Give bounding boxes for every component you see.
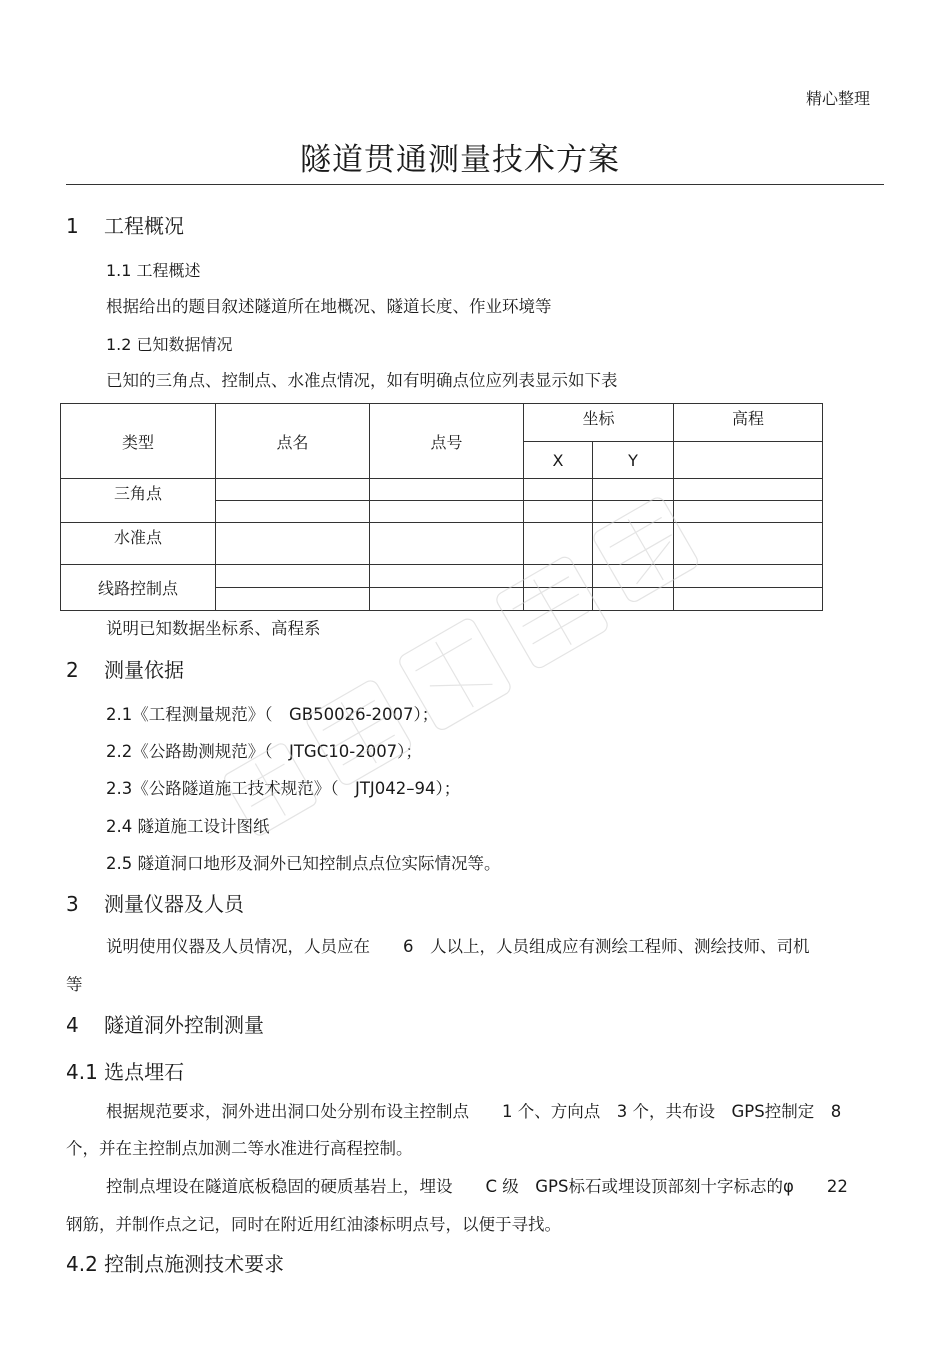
section-3-heading bbox=[66, 888, 244, 917]
section-4-heading bbox=[66, 1009, 264, 1038]
header-coordinate: 坐标 bbox=[524, 404, 674, 442]
subsection-4-2: 4.2 控制点施测技术要求 bbox=[66, 1252, 285, 1276]
table-cell bbox=[593, 501, 674, 523]
table-cell bbox=[370, 523, 524, 565]
table-cell bbox=[216, 501, 370, 523]
table-cell bbox=[370, 501, 524, 523]
header-note: 精心整理 bbox=[806, 89, 871, 108]
subsection-4-1: 4.1 选点埋石 bbox=[66, 1060, 185, 1084]
header-point-name: 点名 bbox=[216, 404, 370, 479]
section-number: 3 bbox=[66, 892, 79, 916]
reference-item: 2.2《公路勘测规范》（ JTGC10-2007）； bbox=[106, 742, 422, 761]
table-cell bbox=[593, 523, 674, 565]
paragraph: 控制点埋设在隧道底板稳固的硬质基岩上，埋设 C 级 GPS标石或埋设顶部刻十字标志的φ 22 bbox=[106, 1177, 848, 1196]
table-cell bbox=[524, 523, 593, 565]
title-divider bbox=[66, 184, 884, 185]
page-title: 隧道贯通测量技术方案 bbox=[300, 142, 620, 178]
table-cell bbox=[593, 479, 674, 501]
row-type-triangulation: 三角点 bbox=[61, 479, 216, 523]
section-number: 4 bbox=[66, 1013, 79, 1037]
table-cell bbox=[370, 588, 524, 611]
paragraph: 等 bbox=[66, 975, 83, 994]
table-note: 说明已知数据坐标系、高程系 bbox=[106, 619, 321, 638]
table-cell bbox=[524, 501, 593, 523]
section-1-heading bbox=[66, 210, 184, 239]
table-cell bbox=[674, 479, 823, 501]
section-number: 2 bbox=[66, 658, 79, 682]
header-point-id: 点号 bbox=[370, 404, 524, 479]
paragraph: 钢筋，并制作点之记，同时在附近用红油漆标明点号，以便于寻找。 bbox=[66, 1215, 561, 1234]
row-type-benchmark: 水准点 bbox=[61, 523, 216, 565]
section-title: 测量依据 bbox=[104, 658, 184, 682]
table-cell bbox=[216, 479, 370, 501]
paragraph: 个，并在主控制点加测二等水准进行高程控制。 bbox=[66, 1139, 413, 1158]
table-cell bbox=[674, 588, 823, 611]
section-title: 测量仪器及人员 bbox=[104, 892, 244, 916]
known-data-table bbox=[60, 403, 823, 611]
table-cell bbox=[593, 588, 674, 611]
table-cell bbox=[370, 565, 524, 588]
reference-item: 2.1《工程测量规范》（ GB50026-2007）； bbox=[106, 705, 439, 724]
section-number: 1 bbox=[66, 214, 79, 238]
row-type-route-control: 线路控制点 bbox=[61, 565, 216, 611]
paragraph: 说明使用仪器及人员情况，人员应在 6 人以上，人员组成应有测绘工程师、测绘技师、司机 bbox=[106, 937, 810, 956]
subsection-1-2: 1.2 已知数据情况 bbox=[106, 335, 233, 354]
table-cell bbox=[216, 565, 370, 588]
paragraph: 根据规范要求，洞外进出洞口处分别布设主控制点 1 个、方向点 3 个，共布设 GPS控制定 8 bbox=[106, 1102, 842, 1121]
table-cell bbox=[524, 588, 593, 611]
table-cell bbox=[216, 588, 370, 611]
table-cell bbox=[674, 442, 823, 479]
header-y: Y bbox=[593, 442, 674, 479]
section-title: 工程概况 bbox=[104, 214, 184, 238]
table-cell bbox=[216, 523, 370, 565]
header-x: X bbox=[524, 442, 593, 479]
table-cell bbox=[370, 479, 524, 501]
header-elevation: 高程 bbox=[674, 404, 823, 442]
reference-item: 2.5 隧道洞口地形及洞外已知控制点点位实际情况等。 bbox=[106, 854, 501, 873]
section-title: 隧道洞外控制测量 bbox=[104, 1013, 264, 1037]
paragraph: 根据给出的题目叙述隧道所在地概况、隧道长度、作业环境等 bbox=[106, 297, 552, 316]
table-cell bbox=[524, 479, 593, 501]
table-cell bbox=[674, 523, 823, 565]
table-cell bbox=[674, 565, 823, 588]
section-2-heading bbox=[66, 654, 184, 683]
table-cell bbox=[593, 565, 674, 588]
table-cell bbox=[524, 565, 593, 588]
paragraph: 已知的三角点、控制点、水准点情况，如有明确点位应列表显示如下表 bbox=[106, 371, 618, 390]
reference-item: 2.3《公路隧道施工技术规范》（ JTJ042–94）； bbox=[106, 779, 461, 798]
reference-item: 2.4 隧道施工设计图纸 bbox=[106, 817, 270, 836]
header-type: 类型 bbox=[61, 404, 216, 479]
subsection-1-1: 1.1 工程概述 bbox=[106, 261, 201, 280]
table-cell bbox=[674, 501, 823, 523]
